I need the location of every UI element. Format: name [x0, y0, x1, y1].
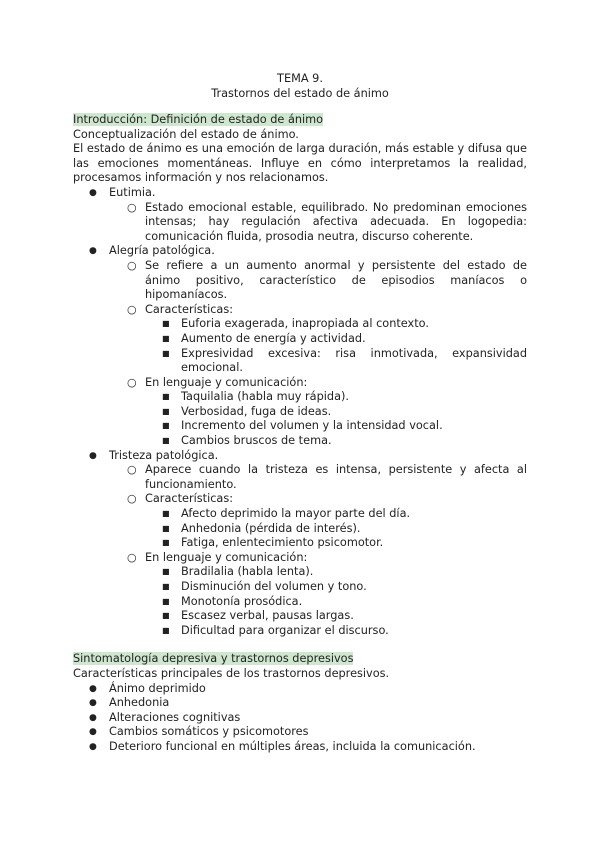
bullet-square-icon: ■: [162, 596, 170, 606]
list-item: ■ Cambios bruscos de tema.: [162, 434, 332, 448]
list-item: ■ Anhedonia (pérdida de interés).: [162, 521, 361, 535]
document-body: [73, 113, 527, 755]
list-item-eutimia-desc: ○ Estado emocional estable, equilibrado. No predominan emociones intensas; hay regulación afectiva adecuada. En logopedia: comunicación fluida, prosodia neutra, discurso coherente.: [127, 200, 527, 243]
bullet-dot-icon: ●: [89, 683, 97, 694]
list-item: ■ Bradilalia (habla lenta).: [162, 565, 314, 579]
bullet-square-icon: ■: [162, 538, 170, 548]
list-item: ■ Taquilalia (habla muy rápida).: [162, 390, 349, 404]
section-heading-intro: Introducción: Definición de estado de ánimo: [73, 113, 324, 126]
list-item: ■ Afecto deprimido la mayor parte del día.: [162, 507, 411, 521]
list-item-tristeza-caracteristicas: ○ Características:: [127, 492, 234, 506]
bullet-dot-icon: ●: [89, 246, 97, 257]
bullet-square-icon: ■: [162, 582, 170, 591]
list-item: ● Deterioro funcional en múltiples áreas, incluida la comunicación.: [89, 739, 476, 753]
bullet-square-icon: ■: [162, 509, 170, 519]
bullet-square-icon: ■: [162, 421, 170, 431]
list-item: ■ Monotonía prosódica.: [162, 594, 303, 608]
list-item: ■ Aumento de energía y actividad.: [162, 331, 366, 345]
list-item-alegria-caracteristicas: ○ Características:: [127, 302, 234, 316]
list-item-alegria-desc: ○ Se refiere a un aumento anormal y persistente del estado de ánimo positivo, característico de episodios maníacos o hipomaníacos.: [127, 258, 527, 302]
bullet-dot-icon: ●: [89, 187, 97, 198]
bullet-circle-icon: ○: [127, 463, 137, 477]
bullet-square-icon: ■: [162, 436, 170, 446]
document-header: [0, 71, 600, 101]
list-item: ■ Dificultad para organizar el discurso.: [162, 623, 389, 637]
section-subheading-intro: Conceptualización del estado de ánimo.: [73, 127, 299, 141]
list-item: ■ Euforia exagerada, inapropiada al contexto.: [162, 317, 429, 331]
bullet-square-icon: ■: [162, 611, 170, 621]
list-item: ■ Incremento del volumen y la intensidad vocal.: [162, 419, 443, 433]
document-subtitle: Trastornos del estado de ánimo: [211, 87, 389, 100]
bullet-circle-icon: ○: [127, 492, 137, 506]
list-item-tristeza-lenguaje: ○ En lenguaje y comunicación:: [127, 550, 308, 564]
bullet-circle-icon: ○: [127, 200, 137, 214]
bullet-square-icon: ■: [162, 406, 170, 416]
bullet-dot-icon: ●: [89, 741, 97, 752]
section-subheading-depresion: Características principales de los trastornos depresivos.: [73, 666, 390, 680]
bullet-circle-icon: ○: [127, 375, 137, 389]
bullet-dot-icon: ●: [89, 450, 97, 461]
list-item-alegria: ● Alegría patológica.: [89, 244, 215, 258]
list-item: ■ Verbosidad, fuga de ideas.: [162, 404, 332, 418]
bullet-square-icon: ■: [162, 567, 170, 577]
bullet-square-icon: ■: [162, 523, 170, 533]
section-heading-depresion: Sintomatología depresiva y trastornos depresivos: [73, 652, 354, 666]
list-item: ■ Expresividad excesiva: risa inmotivada, expansividad emocional.: [162, 346, 527, 375]
bullet-dot-icon: ●: [89, 698, 97, 709]
bullet-square-icon: ■: [162, 319, 170, 329]
bullet-dot-icon: ●: [89, 712, 97, 723]
bullet-dot-icon: ●: [89, 727, 97, 738]
list-item: ■ Disminución del volumen y tono.: [162, 580, 367, 593]
section-spacer: [73, 638, 527, 652]
list-item-tristeza-desc: ○ Aparece cuando la tristeza es intensa, persistente y afecta al funcionamiento.: [127, 463, 527, 491]
list-item: ● Alteraciones cognitivas: [89, 710, 241, 724]
list-item-eutimia: ● Eutimia.: [89, 185, 156, 199]
list-item-tristeza: ● Tristeza patológica.: [89, 448, 219, 462]
list-item-alegria-lenguaje: ○ En lenguaje y comunicación:: [127, 375, 308, 389]
bullet-circle-icon: ○: [127, 550, 137, 564]
list-item: ■ Escasez verbal, pausas largas.: [162, 609, 354, 623]
bullet-square-icon: ■: [162, 392, 170, 402]
bullet-square-icon: ■: [162, 625, 170, 635]
document-title: TEMA 9.: [277, 72, 323, 85]
list-item: ● Cambios somáticos y psicomotores: [89, 725, 309, 739]
bullet-square-icon: ■: [162, 333, 170, 343]
intro-paragraph: El estado de ánimo es una emoción de larga duración, más estable y difusa que las emociones momentáneas. Influye en cómo interpretamos la realidad, procesamos información y nos relacionamos.: [73, 142, 527, 185]
list-item: ■ Fatiga, enlentecimiento psicomotor.: [162, 536, 384, 550]
list-item: ● Anhedonia: [89, 696, 170, 710]
list-item: ● Ánimo deprimido: [89, 681, 206, 695]
bullet-square-icon: ■: [162, 348, 170, 358]
bullet-circle-icon: ○: [127, 302, 137, 316]
bullet-circle-icon: ○: [127, 258, 137, 272]
